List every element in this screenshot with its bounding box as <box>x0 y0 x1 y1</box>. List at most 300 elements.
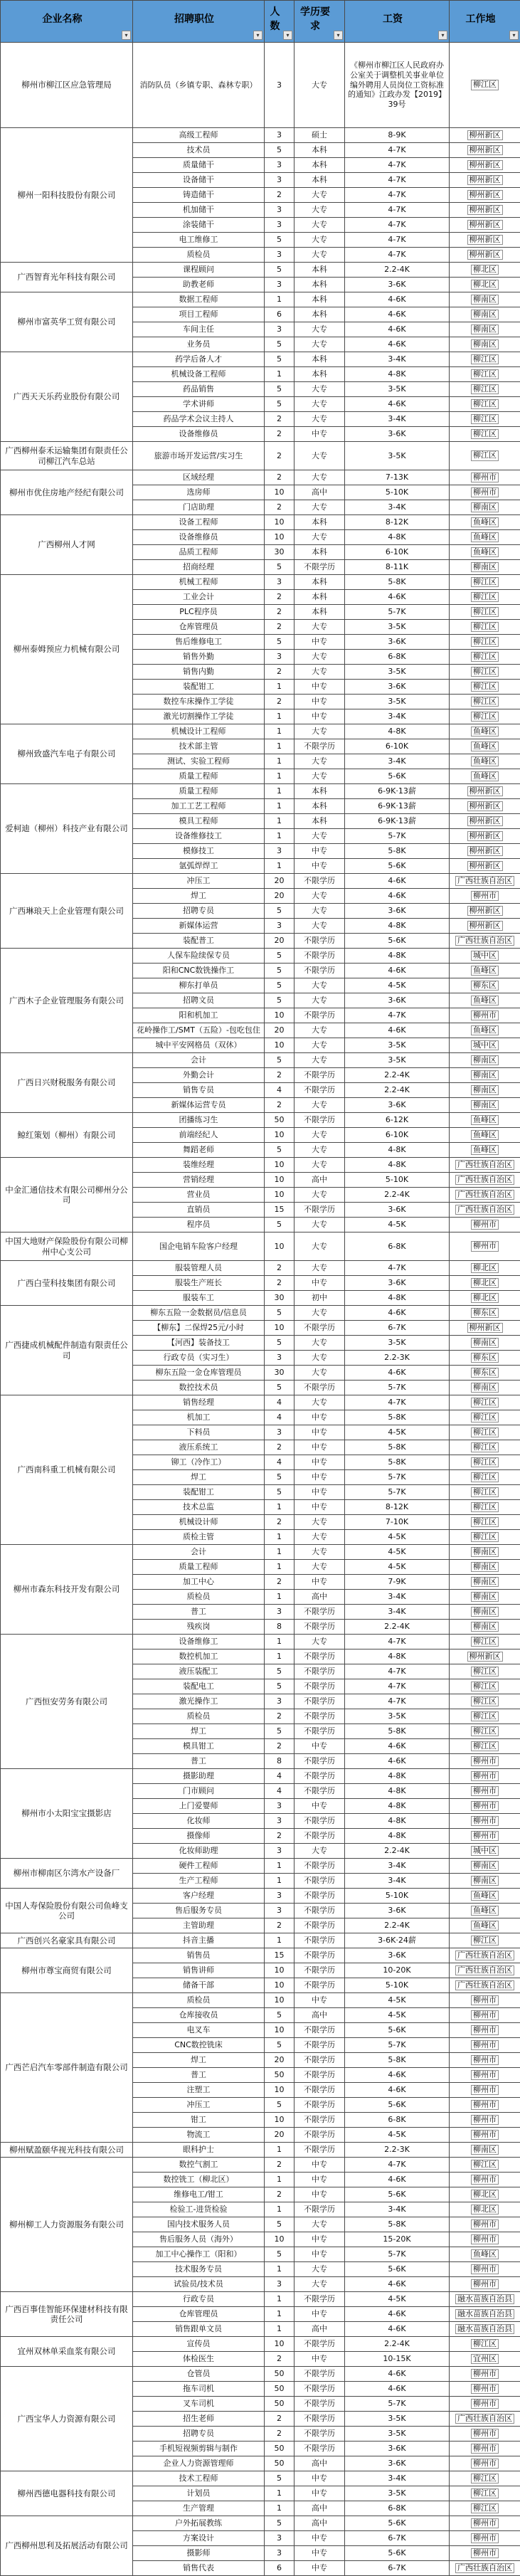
count-cell: 2 <box>265 1515 295 1530</box>
location-cell <box>450 1605 520 1620</box>
salary-cell: 5-6K <box>345 2187 450 2202</box>
position-cell: 行政专员（实习生） <box>133 1351 265 1366</box>
location-cell <box>450 1500 520 1515</box>
education-cell: 不限学历 <box>295 1113 345 1128</box>
location-cell <box>450 2307 520 2322</box>
salary-cell: 6-7K <box>345 2561 450 2576</box>
location-text: 广西壮族自治区 <box>455 1965 514 1976</box>
salary-cell: 3-6K <box>345 2442 450 2456</box>
location-text: 柳江区 <box>471 429 499 440</box>
location-text: 柳江区 <box>471 577 499 588</box>
salary-cell: 3-4K <box>345 1874 450 1889</box>
location-cell <box>450 739 520 754</box>
location-text: 鱼峰区 <box>471 756 499 767</box>
salary-cell: 2.2-4K <box>345 1083 450 1098</box>
position-cell: 药品学术会议主持人 <box>133 412 265 427</box>
location-cell <box>450 2501 520 2516</box>
location-text: 柳州市 <box>471 1756 499 1767</box>
location-text: 柳江区 <box>471 1741 499 1752</box>
location-cell <box>450 1336 520 1351</box>
position-cell: 抖音主播 <box>133 1933 265 1948</box>
salary-cell: 3-5K <box>345 1336 450 1351</box>
count-cell: 20 <box>265 889 295 904</box>
count-cell: 3 <box>265 2546 295 2561</box>
salary-cell: 4-6K <box>345 874 450 889</box>
position-cell: 销售员 <box>133 1948 265 1963</box>
location-text: 柳南区 <box>471 1547 499 1558</box>
salary-cell: 3-4K <box>345 1605 450 1620</box>
location-text: 柳州市 <box>471 2518 499 2529</box>
education-cell: 大专 <box>295 2262 345 2277</box>
location-text: 融水苗族自治县 <box>455 2294 514 2305</box>
count-cell: 2 <box>265 2352 295 2367</box>
education-cell: 不限学历 <box>295 739 345 754</box>
education-cell: 高中 <box>295 2322 345 2337</box>
education-cell: 大专 <box>295 665 345 680</box>
location-text: 柳江区 <box>471 1472 499 1483</box>
location-text: 柳州市 <box>471 1816 499 1827</box>
location-cell <box>450 2083 520 2098</box>
salary-cell: 4-6K <box>345 1366 450 1381</box>
location-cell <box>450 43 520 128</box>
salary-cell: 8-12K <box>345 1500 450 1515</box>
table-row <box>1 1232 520 1261</box>
location-cell <box>450 1993 520 2008</box>
location-text: 柳州新区 <box>467 235 503 246</box>
count-cell: 3 <box>265 1425 295 1440</box>
count-cell: 10 <box>265 1038 295 1053</box>
education-cell: 大专 <box>295 1545 345 1560</box>
salary-cell: 5-7K <box>345 2038 450 2053</box>
count-cell: 50 <box>265 1113 295 1128</box>
salary-cell: 5-6K <box>345 769 450 784</box>
education-cell: 不限学历 <box>295 964 345 978</box>
count-cell: 4 <box>265 1784 295 1799</box>
count-cell: 2 <box>265 500 295 515</box>
location-cell <box>450 2337 520 2352</box>
location-cell <box>450 1410 520 1425</box>
position-cell: 设备维修员 <box>133 427 265 442</box>
count-cell: 1 <box>265 709 295 724</box>
position-cell: 营业员 <box>133 1188 265 1203</box>
position-cell: 装配钳工 <box>133 1485 265 1500</box>
education-cell: 中专 <box>295 844 345 859</box>
education-cell: 大专 <box>295 769 345 784</box>
count-cell: 10 <box>265 530 295 545</box>
salary-cell: 4-6K <box>345 307 450 322</box>
education-cell: 大专 <box>295 620 345 635</box>
education-cell: 高中 <box>295 1173 345 1188</box>
education-cell: 不限学历 <box>295 949 345 964</box>
position-cell: 销售内勤 <box>133 665 265 680</box>
location-cell <box>450 1053 520 1068</box>
location-text: 广西壮族自治区 <box>455 936 514 946</box>
education-cell: 不限学历 <box>295 1008 345 1023</box>
salary-cell: 3-5K <box>345 1053 450 1068</box>
count-cell: 2 <box>265 2158 295 2173</box>
count-cell: 2 <box>265 188 295 203</box>
location-text: 柳南区 <box>471 1876 499 1886</box>
salary-cell: 4-6K <box>345 2068 450 2083</box>
table-row <box>1 575 520 590</box>
education-cell: 中专 <box>295 1500 345 1515</box>
position-cell: 新媒体运营专员 <box>133 1098 265 1113</box>
location-cell <box>450 1068 520 1083</box>
location-text: 鱼峰区 <box>471 1025 499 1036</box>
position-cell: 叉车司机 <box>133 2397 265 2412</box>
location-text: 柳江区 <box>471 637 499 648</box>
location-text: 融水苗族自治县 <box>455 2309 514 2320</box>
education-cell: 中专 <box>295 1455 345 1470</box>
location-text: 柳江区 <box>471 1442 499 1453</box>
location-cell <box>450 1694 520 1709</box>
salary-cell: 《柳州市柳江区人民政府办公室关于调整机关事业单位编外聘用人员岗位工资标准的通知》江政办发【2019】39号 <box>345 43 450 128</box>
location-cell <box>450 1754 520 1769</box>
salary-cell: 3-4K <box>345 500 450 515</box>
salary-cell: 3-6K <box>345 635 450 650</box>
count-cell: 1 <box>265 1933 295 1948</box>
position-cell: 质检员 <box>133 1993 265 2008</box>
location-cell <box>450 2561 520 2576</box>
salary-cell: 4-7K <box>345 1008 450 1023</box>
location-cell <box>450 2247 520 2262</box>
salary-cell: 4-6K <box>345 1306 450 1321</box>
salary-cell: 5-7K <box>345 1485 450 1500</box>
salary-cell: 6-9K·13薪 <box>345 814 450 829</box>
location-cell <box>450 1664 520 1679</box>
count-cell: 30 <box>265 1366 295 1381</box>
location-text: 柳江区 <box>471 2339 499 2350</box>
education-cell: 大专 <box>295 1560 345 1575</box>
education-cell: 不限学历 <box>295 1083 345 1098</box>
count-cell: 10 <box>265 2083 295 2098</box>
count-cell: 15 <box>265 1203 295 1218</box>
header-count-label: 人数 <box>270 6 280 32</box>
location-text: 鱼峰区 <box>471 741 499 752</box>
table-row <box>1 1948 520 1963</box>
education-cell: 不限学历 <box>295 2068 345 2083</box>
count-cell: 1 <box>265 2292 295 2307</box>
education-cell: 中专 <box>295 680 345 695</box>
count-cell: 8 <box>265 1620 295 1635</box>
count-cell: 5 <box>265 1336 295 1351</box>
position-cell: 售后服务专员 <box>133 1904 265 1918</box>
location-text: 鱼峰区 <box>471 1145 499 1156</box>
count-cell: 5 <box>265 2247 295 2262</box>
position-cell: 招聘专员 <box>133 904 265 919</box>
salary-cell: 5-8K <box>345 2217 450 2232</box>
salary-cell: 2.2-4K <box>345 1620 450 1635</box>
education-cell: 本科 <box>295 367 345 382</box>
location-cell <box>450 1679 520 1694</box>
location-text: 柳州市 <box>471 2444 499 2454</box>
table-row <box>1 1306 520 1321</box>
table-row <box>1 2471 520 2486</box>
location-text: 柳州市 <box>471 1010 499 1021</box>
location-text: 柳州市 <box>471 2100 499 2111</box>
location-cell <box>450 1113 520 1128</box>
location-cell <box>450 949 520 964</box>
salary-cell: 3-4K <box>345 709 450 724</box>
location-text: 柳州市 <box>471 2040 499 2051</box>
location-cell <box>450 709 520 724</box>
location-text: 鱼峰区 <box>471 727 499 737</box>
table-row <box>1 724 520 739</box>
location-cell <box>450 1814 520 1829</box>
location-text: 柳江区 <box>471 607 499 618</box>
education-cell: 大专 <box>295 1158 345 1173</box>
location-text: 柳南区 <box>471 295 499 305</box>
education-cell: 中专 <box>295 2531 345 2546</box>
location-text: 柳州新区 <box>467 861 503 872</box>
education-cell: 大专 <box>295 1053 345 1068</box>
company-name-cell: 爱柯迪（柳州）科技产业有限公司 <box>1 784 133 874</box>
location-cell <box>450 1784 520 1799</box>
salary-cell: 4-8K <box>345 1769 450 1784</box>
education-cell: 中专 <box>295 2173 345 2187</box>
education-cell: 不限学历 <box>295 2367 345 2382</box>
location-text: 柳州市 <box>471 2369 499 2380</box>
salary-cell: 4-7K <box>345 2158 450 2173</box>
location-cell <box>450 1470 520 1485</box>
education-cell: 大专 <box>295 919 345 934</box>
salary-cell: 4-6K <box>345 2277 450 2292</box>
position-cell: 机加工 <box>133 1410 265 1425</box>
filter-dropdown-icon[interactable]: ▾ <box>334 31 343 40</box>
salary-cell: 5-6K <box>345 934 450 949</box>
location-cell <box>450 1485 520 1500</box>
position-cell: 品质工程师 <box>133 545 265 560</box>
education-cell: 本科 <box>295 278 345 292</box>
education-cell: 本科 <box>295 799 345 814</box>
salary-cell: 4-8K <box>345 1814 450 1829</box>
location-cell <box>450 1381 520 1395</box>
position-cell: 涂装储干 <box>133 218 265 233</box>
salary-cell: 4-7K <box>345 1694 450 1709</box>
salary-cell: 4-6K <box>345 2173 450 2187</box>
salary-cell: 6-8K <box>345 650 450 665</box>
education-cell: 不限学历 <box>295 1963 345 1978</box>
location-cell <box>450 2023 520 2038</box>
location-text: 柳州市 <box>471 2399 499 2409</box>
table-row <box>1 442 520 470</box>
salary-cell: 3-6K <box>345 2456 450 2471</box>
count-cell: 5 <box>265 1724 295 1739</box>
salary-cell: 2.2-4K <box>345 2337 450 2352</box>
education-cell: 不限学历 <box>295 1203 345 1218</box>
count-cell: 2 <box>265 1261 295 1276</box>
count-cell: 1 <box>265 724 295 739</box>
count-cell: 5 <box>265 1664 295 1679</box>
location-cell <box>450 1844 520 1859</box>
education-cell: 不限学历 <box>295 1321 345 1336</box>
count-cell: 3 <box>265 1904 295 1918</box>
education-cell: 大专 <box>295 754 345 769</box>
position-cell: 高级工程师 <box>133 128 265 143</box>
salary-cell: 6-8K <box>345 2501 450 2516</box>
education-cell: 本科 <box>295 352 345 367</box>
location-cell <box>450 859 520 874</box>
position-cell: 装配普工 <box>133 934 265 949</box>
education-cell: 不限学历 <box>295 2202 345 2217</box>
company-name-cell: 中金汇通信技术有限公司柳州分公司 <box>1 1158 133 1232</box>
position-cell: 技术部主管 <box>133 739 265 754</box>
location-cell <box>450 1008 520 1023</box>
filter-dropdown-icon[interactable]: ▾ <box>122 31 131 40</box>
position-cell: 模具工程师 <box>133 814 265 829</box>
position-cell: 企业人力资源管理师 <box>133 2456 265 2471</box>
education-cell: 大专 <box>295 322 345 337</box>
count-cell: 5 <box>265 263 295 278</box>
location-cell <box>450 1799 520 1814</box>
filter-dropdown-icon[interactable]: ▾ <box>438 31 447 40</box>
salary-cell: 3-5K <box>345 382 450 397</box>
salary-cell: 3-6K <box>345 1276 450 1291</box>
location-cell <box>450 1649 520 1664</box>
location-cell <box>450 1173 520 1188</box>
education-cell: 大专 <box>295 650 345 665</box>
salary-cell: 5-10K <box>345 1889 450 1904</box>
position-cell: 化妆师 <box>133 1814 265 1829</box>
company-name-cell: 柳州一阳科技股份有限公司 <box>1 128 133 263</box>
education-cell: 大专 <box>295 188 345 203</box>
filter-dropdown-icon[interactable]: ▾ <box>283 31 292 40</box>
header-location-label: 工作地 <box>466 14 496 25</box>
location-text: 柳州市 <box>471 2548 499 2559</box>
company-name-cell: 广西芒启汽车零部件制造有限公司 <box>1 1993 133 2143</box>
company-name-cell: 柳州致盛汽车电子有限公司 <box>1 724 133 784</box>
location-text: 鱼峰区 <box>471 1906 499 1916</box>
education-cell: 本科 <box>295 575 345 590</box>
location-text: 柳南区 <box>471 502 499 513</box>
position-cell: 新媒体运营 <box>133 919 265 934</box>
location-text: 城中区 <box>471 1846 499 1857</box>
position-cell: 技术服务专员 <box>133 2262 265 2277</box>
table-header <box>1 1 520 43</box>
position-cell: 焊工 <box>133 1470 265 1485</box>
filter-dropdown-icon[interactable]: ▾ <box>509 31 519 40</box>
position-cell: 销售经理 <box>133 1395 265 1410</box>
education-cell: 大专 <box>295 530 345 545</box>
location-cell <box>450 1395 520 1410</box>
location-cell <box>450 2202 520 2217</box>
position-cell: 区域经理 <box>133 470 265 485</box>
count-cell: 2 <box>265 427 295 442</box>
salary-cell: 3-4K <box>345 1590 450 1605</box>
count-cell: 4 <box>265 1410 295 1425</box>
education-cell: 中专 <box>295 2471 345 2486</box>
education-cell: 不限学历 <box>295 1769 345 1784</box>
count-cell: 1 <box>265 859 295 874</box>
salary-cell: 3-6K <box>345 1904 450 1918</box>
salary-cell: 4-7K <box>345 1664 450 1679</box>
table-row <box>1 1889 520 1904</box>
company-name-cell: 柳州市富英华工贸有限公司 <box>1 292 133 352</box>
count-cell: 10 <box>265 1188 295 1203</box>
count-cell: 2 <box>265 1068 295 1083</box>
position-cell: 普工 <box>133 1754 265 1769</box>
count-cell: 1 <box>265 2202 295 2217</box>
salary-cell: 4-6K <box>345 397 450 412</box>
header-company <box>1 1 133 43</box>
position-cell: 数控技术员 <box>133 1381 265 1395</box>
position-cell: 门店助理 <box>133 500 265 515</box>
education-cell: 不限学历 <box>295 2412 345 2427</box>
location-text: 柳江区 <box>471 592 499 603</box>
salary-cell: 3-5K <box>345 620 450 635</box>
location-cell <box>450 2412 520 2427</box>
position-cell: 装维经理 <box>133 1158 265 1173</box>
count-cell: 3 <box>265 1605 295 1620</box>
position-cell: 助教老师 <box>133 278 265 292</box>
location-text: 广西壮族自治区 <box>455 876 514 887</box>
location-cell <box>450 2128 520 2143</box>
position-cell: 仓库接收员 <box>133 2008 265 2023</box>
company-name-cell: 中国人寿保险股份有限公司鱼峰支公司 <box>1 1889 133 1933</box>
position-cell: 主管助理 <box>133 1918 265 1933</box>
count-cell: 1 <box>265 1590 295 1605</box>
education-cell: 中专 <box>295 1276 345 1291</box>
count-cell: 30 <box>265 545 295 560</box>
education-cell: 不限学历 <box>295 1679 345 1694</box>
position-cell: 铆工（冷作工） <box>133 1455 265 1470</box>
position-cell: 行政专员 <box>133 2292 265 2307</box>
education-cell: 不限学历 <box>295 1754 345 1769</box>
location-text: 柳东区 <box>471 1368 499 1378</box>
count-cell: 30 <box>265 1291 295 1306</box>
position-cell: 药品销售 <box>133 382 265 397</box>
location-cell <box>450 1904 520 1918</box>
company-name-cell: 广西创兴名豪家具有限公司 <box>1 1933 133 1948</box>
position-cell: CNC数控铣床 <box>133 2038 265 2053</box>
location-cell <box>450 2173 520 2187</box>
table-row <box>1 949 520 964</box>
location-cell <box>450 292 520 307</box>
position-cell: 售后服务人员（海外） <box>133 2232 265 2247</box>
count-cell: 1 <box>265 680 295 695</box>
education-cell: 不限学历 <box>295 934 345 949</box>
location-cell <box>450 1038 520 1053</box>
position-cell: 柳东五险一金数据员/信息员 <box>133 1306 265 1321</box>
count-cell: 2 <box>265 665 295 680</box>
position-cell: 数控车床操作工学徒 <box>133 695 265 709</box>
location-text: 柳州新区 <box>467 220 503 231</box>
location-text: 柳南区 <box>471 1607 499 1617</box>
count-cell: 10 <box>265 1993 295 2008</box>
education-cell: 不限学历 <box>295 2382 345 2397</box>
count-cell: 4 <box>265 1769 295 1784</box>
education-cell: 大专 <box>295 1515 345 1530</box>
education-cell: 不限学历 <box>295 1889 345 1904</box>
education-cell: 高中 <box>295 2516 345 2531</box>
location-cell <box>450 680 520 695</box>
location-text: 广西壮族自治区 <box>455 1980 514 1991</box>
education-cell: 不限学历 <box>295 1649 345 1664</box>
count-cell: 10 <box>265 485 295 500</box>
location-text: 柳江区 <box>471 1696 499 1707</box>
education-cell: 大专 <box>295 978 345 993</box>
count-cell: 1 <box>265 1560 295 1575</box>
education-cell: 大专 <box>295 43 345 128</box>
salary-cell: 4-6K <box>345 889 450 904</box>
filter-dropdown-icon[interactable]: ▾ <box>253 31 262 40</box>
location-cell <box>450 1724 520 1739</box>
count-cell: 3 <box>265 248 295 263</box>
position-cell: 数控气割工 <box>133 2158 265 2173</box>
company-name-cell: 广西日兴财税服务有限公司 <box>1 1053 133 1113</box>
position-cell: 招聘文员 <box>133 993 265 1008</box>
location-text: 柳江区 <box>471 622 499 633</box>
